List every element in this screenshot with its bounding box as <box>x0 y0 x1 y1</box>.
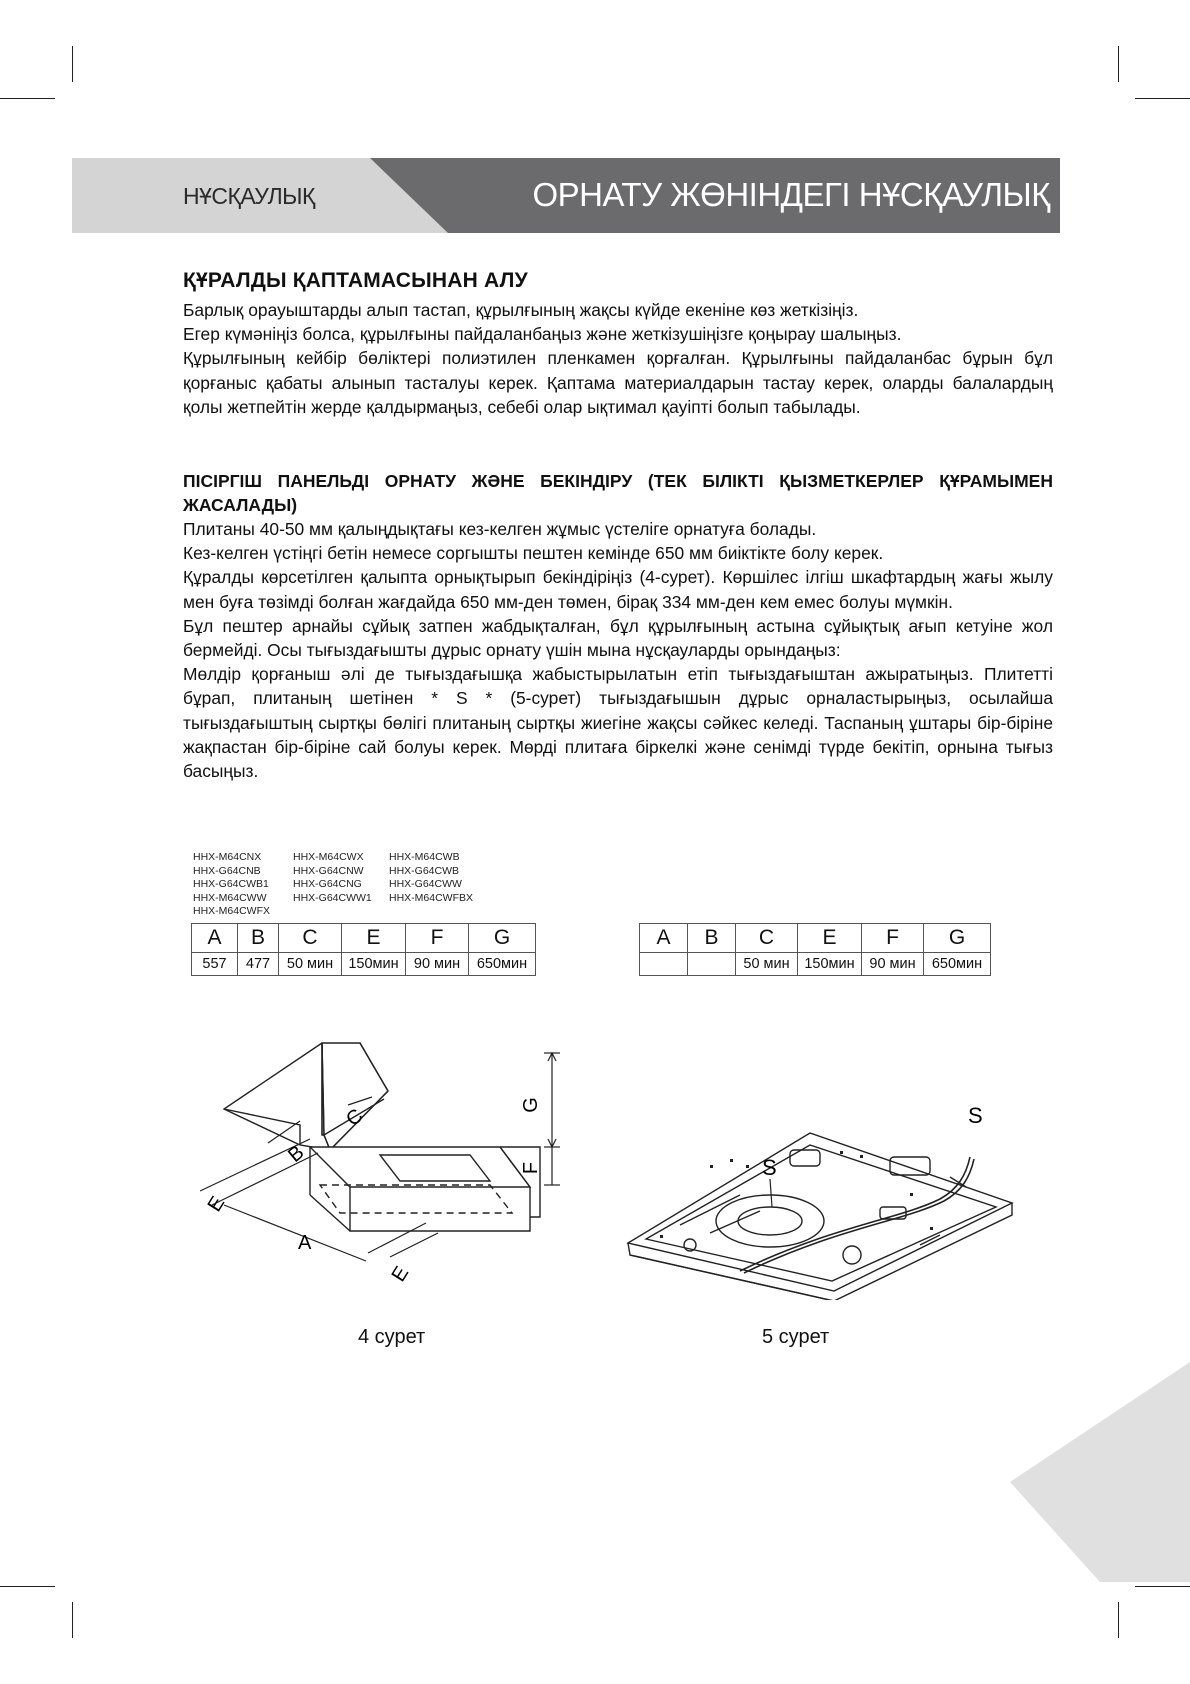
crop-mark <box>1135 1586 1190 1587</box>
body-line: Плитаны 40-50 мм қалыңдықтағы кез-келген жұмыс үстеліге орнатуға болады. <box>183 519 817 539</box>
table-header: F <box>862 924 924 953</box>
table-cell: 477 <box>238 953 279 976</box>
table-cell: 50 мин <box>736 953 798 976</box>
model-name: HHX-G64CNG <box>293 878 362 891</box>
model-name: HHX-G64CWW1 <box>293 891 372 904</box>
dim-label-e-left: E <box>203 1192 230 1216</box>
model-name: HHX-G64CNW <box>293 864 364 877</box>
page-corner-decoration <box>1010 1362 1190 1582</box>
table-header: B <box>238 924 279 953</box>
model-name: HHX-G64CNB <box>193 864 261 877</box>
dim-label-f: F <box>520 1161 542 1175</box>
model-name: HHX-M64CWFBX <box>389 891 474 904</box>
section-title: ҚҰРАЛДЫ ҚАПТАМАСЫНАН АЛУ <box>183 269 528 292</box>
header-left-label: НҰСҚАУЛЫҚ <box>183 183 315 209</box>
model-list <box>389 851 473 905</box>
table-cell: 50 мин <box>279 953 342 976</box>
table-header: B <box>688 924 736 953</box>
dim-label-g: G <box>520 1097 542 1113</box>
dimension-table <box>191 923 536 976</box>
model-list <box>293 851 372 905</box>
body-line: Кез-келген үстіңгі бетін немесе соргышты пештен кемінде 650 мм биіктікте болу керек. <box>183 543 884 564</box>
model-name: HHX-G64CWB <box>389 864 460 877</box>
figure-caption: 4 сурет <box>358 1326 426 1348</box>
dimension-table <box>639 923 991 976</box>
seal-label-s: S <box>762 1155 777 1180</box>
section-unpacking <box>183 269 1053 419</box>
table-header: F <box>406 924 469 953</box>
dim-label-a: A <box>298 1232 312 1254</box>
table-header: A <box>640 924 688 953</box>
crop-mark <box>72 46 73 82</box>
crop-mark <box>1135 98 1190 99</box>
body-paragraph: Мөлдір қорғаныш әлі де тығыздағышқа жабыстырылатын етіп тығыздағыштан ажыратыңыз. Плитетті бұрап, плитаның шетінен * S * (5-сурет) тығыздағышын дұрыс орналастырыңыз, осылайша тығыздағыштың сыртқы бөлігі плитаның сыртқы жиегіне жақсы сәйкес келеді. Таспаның ұштары бір-біріне жақпастан бір-біріне сай болуы керек. Мөрді плитаға біркелкі және сенімді түрде бекітіп, орнына тығыз басыңыз. <box>183 664 1053 782</box>
table-header: G <box>469 924 536 953</box>
table-cell <box>640 953 688 976</box>
table-cell: 650мин <box>469 953 536 976</box>
table-cell: 557 <box>192 953 238 976</box>
dim-label-e-right: E <box>387 1262 414 1286</box>
hob-underside-diagram <box>620 1095 1020 1300</box>
table-header: C <box>279 924 342 953</box>
table-cell <box>688 953 736 976</box>
installation-diagram <box>200 1035 620 1295</box>
model-name: HHX-M64CWFX <box>193 905 271 918</box>
table-header: A <box>192 924 238 953</box>
model-name: HHX-G64CWB1 <box>193 878 269 891</box>
dim-label-c: C <box>342 1104 368 1131</box>
section-installation <box>183 469 1053 783</box>
table-header: G <box>924 924 991 953</box>
crop-mark <box>0 1586 55 1587</box>
model-name: HHX-M64CWW <box>193 891 267 904</box>
section-title: ПІСІРГІШ ПАНЕЛЬДІ ОРНАТУ ЖӘНЕ БЕКІНДІРУ (ТЕК БІЛІКТІ ҚЫЗМЕТКЕРЛЕР ҚҰРАМЫМЕН ЖАСАЛАДЫ) <box>183 471 1053 515</box>
crop-mark <box>72 1602 73 1638</box>
table-header: E <box>798 924 862 953</box>
table-cell: 150мин <box>798 953 862 976</box>
page-title: ОРНАТУ ЖӨНІНДЕГІ НҰСҚАУЛЫҚ <box>532 176 1050 213</box>
dim-label-b: B <box>284 1141 309 1167</box>
crop-mark <box>1118 1602 1119 1638</box>
body-paragraph: Құралды көрсетілген қалыпта орнықтырып бекіндіріңіз (4-сурет). Көршілес ілгіш шкафтардың жағы жылу мен буға төзімді болған жағдайда 650 мм-ден төмен, бірақ 334 мм-ден кем емес болуы мүмкін. <box>183 567 1053 612</box>
seal-label-s: S <box>968 1103 983 1128</box>
body-line: Егер күмәніңіз болса, құрылғыны пайдаланбаңыз және жеткізушіңізге қоңырау шалыңыз. <box>183 324 902 345</box>
model-name: HHX-M64CNX <box>193 851 262 863</box>
figure-caption: 5 сурет <box>762 1326 830 1348</box>
body-line: Барлық орауыштарды алып тастап, құрылғының жақсы күйде екеніне көз жеткізіңіз. <box>183 300 859 320</box>
model-name: HHX-M64CWB <box>389 851 460 863</box>
model-name: HHX-G64CWW <box>389 878 462 891</box>
body-paragraph: Құрылғының кейбір бөліктері полиэтилен пленкамен қорғалған. Құрылғыны пайдаланбас бұрын бұл қорғаныс қабаты алынып тасталуы керек. Қаптама материалдарын тастау керек, оларды балалардың қолы жетпейтін жерде қалдырмаңыз, себебі олар ықтимал қауіпті болып табылады. <box>183 348 1053 417</box>
table-cell: 90 мин <box>862 953 924 976</box>
table-cell: 90 мин <box>406 953 469 976</box>
body-paragraph: Бұл пештер арнайы сұйық затпен жабдықталған, бұл құрылғының астына сұйықтық ағып кетуіне жол бермейді. Осы тығыздағышты дұрыс орнату үшін мына нұсқауларды орындаңыз: <box>183 615 1053 661</box>
table-cell: 650мин <box>924 953 991 976</box>
table-header: E <box>342 924 406 953</box>
table-header: C <box>736 924 798 953</box>
crop-mark <box>0 98 55 99</box>
crop-mark <box>1118 46 1119 82</box>
model-name: HHX-M64CWX <box>293 851 364 863</box>
model-list <box>193 851 270 919</box>
table-cell: 150мин <box>342 953 406 976</box>
